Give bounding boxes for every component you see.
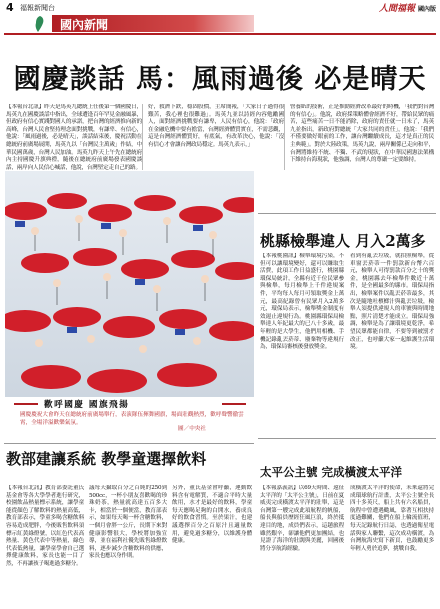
masthead-divider xyxy=(4,33,436,35)
edition-date: 國內版 xyxy=(417,6,436,13)
lead-story-col1: 【本報台北訊】昨天是馬英九總統上任後第一個國慶日，馬英九在國慶談話中指出，全球遭逢百年罕見金融風暴，但政府有信心實踐對國人的承諾，把台灣的經濟推向新的高峰，台灣人民會堅持理念面對挑戰，有謙卑、有信心，他說：「風雨過後，必是晴天」，談話結束後，慶祝活動在總統府前廣場展開，馬英九以「台灣民主萬歲」作結，中華民國萬歲，台灣人民加油。馬英九昨天上午先在總統府內主持國慶升旗典禮，隨後在總統府前廣場發表國慶談話，兩岸向人民信心喊話，他說，台灣堅定走自己的路。 xyxy=(6,104,142,170)
divider xyxy=(258,213,436,214)
lead-story-col3: 營養紙的技術，正是推動經濟改革最好的時機，「我們對台灣的有信心」。他說，政府採策略體會經濟不好，帶給民眾的痛苦，這些痛苦一日不能消除，政府的責任就一日未了，馬英九並指出，新政府對總統「大家共同的責任」，他說：「我們不僅要做好眼前的工作，讓台灣繼續成長，這才是真正的民主典範」。對於大陸政策，馬英九說，兩岸關係已走向和平，台灣將維持不統、不獨、不武的現狀，在中華民國憲法架構下維持台海現狀，他強調，台灣人的尊嚴一定要維持。 xyxy=(290,104,434,164)
divider xyxy=(4,443,254,444)
caption-accent-left xyxy=(14,403,38,405)
newspaper-logo: 人間福報 國內版 xyxy=(378,4,436,14)
caption-accent-right xyxy=(222,403,246,405)
photo-caption-text: 國慶慶祝大會昨天在總統府前廣場舉行，表演隊伍揮舞國旗，場面壯觀熱烈，歡呼聲響徹雲霄，全場洋溢歡樂氣氛。 xyxy=(20,412,244,426)
photo-credit: 圖／中央社 xyxy=(178,426,206,432)
news-photo xyxy=(5,171,254,397)
edition-label: 福報新聞台 xyxy=(20,4,55,12)
education-headline: 教部建讓系統 教學童選擇飲料 xyxy=(6,450,207,468)
taoyuan-col2: 看到有亂丟垃圾，就拍照檢舉，從車窗丟菸蒂一件罰款新台幣六百元，檢舉人可得罰款百分之十的獎金，桃園縣去年檢舉件數近十萬件，是全國最多的縣市。環保局指出，檢舉案件以亂丟菸蒂最多，其次是隨地吐檳榔汁與亂丟垃圾，檢舉人須提供違規人的車號與時間地點，照片清楚才能成立。環保局強調，檢舉是為了讓環境更乾淨，希望民眾都能自律，不要等到被罰才改正，也呼籲大家一起維護生活環境。 xyxy=(350,253,434,351)
education-col2: 議每天攝取百分之百純的250到500cc，一杯小朋友喜歡喝的珍珠奶茶，熱量就高達五百多大卡，相當於一個便當，教育部表示，如果每天喝一杯含糖飲料，一個月會胖一公斤，長期下來對健康影響很大，學校將加強宣導，並在福利社優先販售綠燈飲料，逐步減少含糖飲料的供應，家長也應以身作則。 xyxy=(89,485,167,560)
education-col1: 【本報台北訊】教育部委託董氏基金會等各大學學者進行研究，校園飲品熱量標示系統，讓學童能從顏色了解飲料的熱量高低，教育部表示，學童多喝含糖飲料容易造成肥胖，今後販售飲料須標示紅黃綠燈號，以紅色代表高熱量、黃色代表中等熱量，綠色代表低熱量，讓學童學會自己選擇健康飲料，家長也能一目了然，不再讓孩子喝進過多糖分。 xyxy=(6,485,84,567)
flag-performance-illustration xyxy=(5,171,254,397)
main-headline: 國慶談話 馬：風雨過後 必是晴天 xyxy=(13,64,427,95)
taiwan-map-icon xyxy=(28,15,50,33)
divider xyxy=(258,438,436,439)
lead-story-col2: 好，救濟下跌，穩固股價，主席簡報，「大家日子過得很艱苦，我心裡也很難過」。馬英九並以詩經內容勉勵國人，面對經濟挑戰要有謙卑，人民有信心，他說：「政府在金融危機中要有擔當，台灣經濟體質實在，不需悲觀，這是台灣經濟體質好，有底氣，有改革決心，他說：「沒有信心才會讓台灣政局穩定。馬英九表示，」 xyxy=(148,104,285,170)
education-col3: 另外，董氏基金會呼籲，運動飲料含有電解質，不適合平時大量飲用，水才是最好的飲料，學童每天應喝足夠的白開水，養成良好的飲食習慣。至於果汁，也建議選擇百分之百原汁且適量飲用，避免過多糖分，以維護身體健康。 xyxy=(172,485,252,545)
taoyuan-col1: 【本報桃園訊】檢舉環境污染，不但可以讓環境變好，還可以賺取生活費，此項工作日益盛行，桃園縣環保局統計，全縣有近千位民眾參與檢舉，每月檢舉上千件違規案件，平均每人每月可領取獎金上萬元，最高紀錄曾有民眾月入2萬多元，環保局表示，檢舉獎金制度有效遏止違規行為。桃園縣環保局檢舉達人年紀最大的已八十多歲，最年輕的是大學生，他們用相機、手機記錄亂丟菸蒂、廢棄物等違規行為，環保局審核後發放獎金。 xyxy=(260,253,344,351)
taoyuan-headline: 桃縣檢舉違人 月入2萬多 xyxy=(260,232,426,250)
page-number: 4 xyxy=(6,1,14,14)
masthead xyxy=(0,0,440,36)
pacific-col2: 成橫渡太平洋的使命，未來還將完成環球航行計畫，太平公主號全長四十多英尺，船上共有六名船員，航程中曾遭遇颱風，靠著互相扶持度過難關，他們在船上輪流值班，每天記錄航行日誌，也透過衛星電話與家人聯繫，這次成功橫渡，為台灣航海史寫下新頁，也鼓勵更多年輕人勇於追夢，挑戰自我。 xyxy=(350,485,434,552)
photo-caption-title: 歡呼國慶 國旗飛揚 xyxy=(44,400,130,410)
pacific-col1: 【本報嘉義訊】以69天時間、遠征太平洋的「太平公主號」，日前在夏威夷完成橫渡太平洋的壯舉，這是台灣第一艘完成此項航程的帆船，船長與船員歷經狂風巨浪，終於抵達目的地，成員們表示，這趟旅程雖然艱辛，卻讓他們更加團結，也見證了海洋的壯闊與美麗，回國後將分享航海經驗。 xyxy=(260,485,344,552)
pacific-headline: 太平公主號 完成橫渡太平洋 xyxy=(260,465,403,479)
section-title: 國內新聞 xyxy=(60,18,109,32)
